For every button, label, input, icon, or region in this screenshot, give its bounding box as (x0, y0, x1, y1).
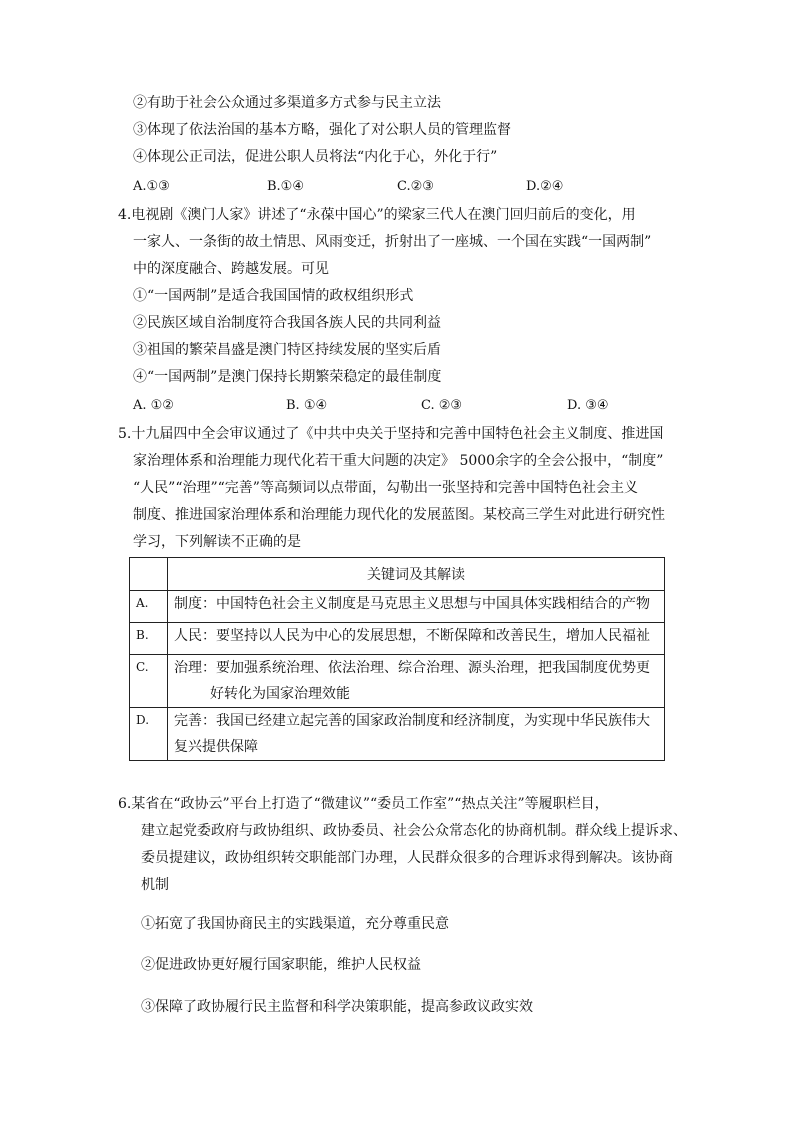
q6-stem-line-2: 建立起党委政府与政协组织、政协委员、社会公众常态化的协商机制。群众线上提诉求、 (141, 823, 687, 839)
keyword-table (129, 557, 665, 761)
q5-stem-line-1: 5.十九届四中全会审议通过了《中共中央关于坚持和完善中国特色社会主义制度、推进国 (118, 426, 664, 442)
q5-stem-line-5: 学习，下列解读不正确的是 (133, 534, 301, 550)
table-header-row (130, 558, 665, 591)
q3-option-c: C.②③ (397, 179, 434, 194)
q4-item-1: ①“一国两制”是适合我国国情的政权组织形式 (133, 288, 414, 304)
row-text (168, 708, 665, 761)
q3-option-b: B.①④ (267, 179, 304, 194)
q4-stem-line-1: 4.电视剧《澳门人家》讲述了“永葆中国心”的梁家三代人在澳门回归前后的变化，用 (118, 207, 636, 223)
q6-stem-line-4: 机制 (141, 877, 169, 893)
q6-item-1: ①拓宽了我国协商民主的实践渠道，充分尊重民意 (141, 916, 449, 932)
q3-item-3: ③体现了依法治国的基本方略，强化了对公职人员的管理监督 (133, 122, 511, 138)
q4-item-4: ④“一国两制”是澳门保持长期繁荣稳定的最佳制度 (133, 369, 442, 385)
row-text-line-1: 治理：要加强系统治理、依法治理、综合治理、源头治理，把我国制度优势更 (174, 660, 650, 676)
table-row (130, 708, 665, 761)
row-label: B. (130, 623, 168, 655)
q4-option-b: B. ①④ (286, 398, 328, 413)
table-header: 关键词及其解读 (168, 558, 665, 591)
row-label: C. (130, 655, 168, 708)
row-text-line-2: 复兴提供保障 (174, 739, 258, 755)
q3-option-a: A.①③ (133, 179, 170, 194)
q4-stem-line-3: 中的深度融合、跨越发展。可见 (133, 261, 329, 277)
table-row (130, 655, 665, 708)
q3-item-2: ②有助于社会公众通过多渠道多方式参与民主立法 (133, 95, 441, 111)
q6-stem-line-1: 6.某省在“政协云”平台上打造了“微建议”“委员工作室”“热点关注”等履职栏目， (118, 796, 609, 812)
row-text (168, 655, 665, 708)
table-row (130, 591, 665, 623)
q4-option-c: C. ②③ (421, 398, 463, 413)
q3-option-d: D.②④ (526, 179, 564, 194)
q6-stem-line-3: 委员提建议，政协组织转交职能部门办理，人民群众很多的合理诉求得到解决。该协商 (141, 850, 673, 866)
row-text: 人民：要坚持以人民为中心的发展思想，不断保障和改善民生，增加人民福祉 (168, 623, 665, 655)
table-row (130, 623, 665, 655)
row-text: 制度：中国特色社会主义制度是马克思主义思想与中国具体实践相结合的产物 (168, 591, 665, 623)
q6-item-2: ②促进政协更好履行国家职能，维护人民权益 (141, 957, 421, 973)
q4-item-3: ③祖国的繁荣昌盛是澳门特区持续发展的坚实后盾 (133, 342, 441, 358)
q5-stem-line-4: 制度、推进国家治理体系和治理能力现代化的发展蓝图。某校高三学生对此进行研究性 (133, 507, 665, 523)
row-label: D. (130, 708, 168, 761)
row-text-line-2: 好转化为国家治理效能 (210, 686, 350, 702)
table-header-blank (130, 558, 168, 591)
q4-option-d: D. ③④ (567, 398, 609, 413)
q5-stem-line-3: “人民”“治理”“完善”等高频词以点带面，勾勒出一张坚持和完善中国特色社会主义 (133, 480, 638, 496)
q4-stem-line-2: 一家人、一条街的故土情思、风雨变迁，折射出了一座城、一个国在实践“一国两制” (133, 234, 652, 250)
q4-option-a: A. ①② (133, 398, 174, 413)
q4-item-2: ②民族区域自治制度符合我国各族人民的共同利益 (133, 315, 441, 331)
q3-item-4: ④体现公正司法，促进公职人员将法“内化于心，外化于行” (133, 149, 498, 165)
row-label: A. (130, 591, 168, 623)
q5-stem-line-2: 家治理体系和治理能力现代化若干重大问题的决定》 5000余字的全会公报中，“制度” (133, 453, 664, 469)
row-text-line-1: 完善：我国已经建立起完善的国家政治制度和经济制度，为实现中华民族伟大 (174, 713, 650, 729)
q6-item-3: ③保障了政协履行民主监督和科学决策职能，提高参政议政实效 (141, 999, 533, 1015)
